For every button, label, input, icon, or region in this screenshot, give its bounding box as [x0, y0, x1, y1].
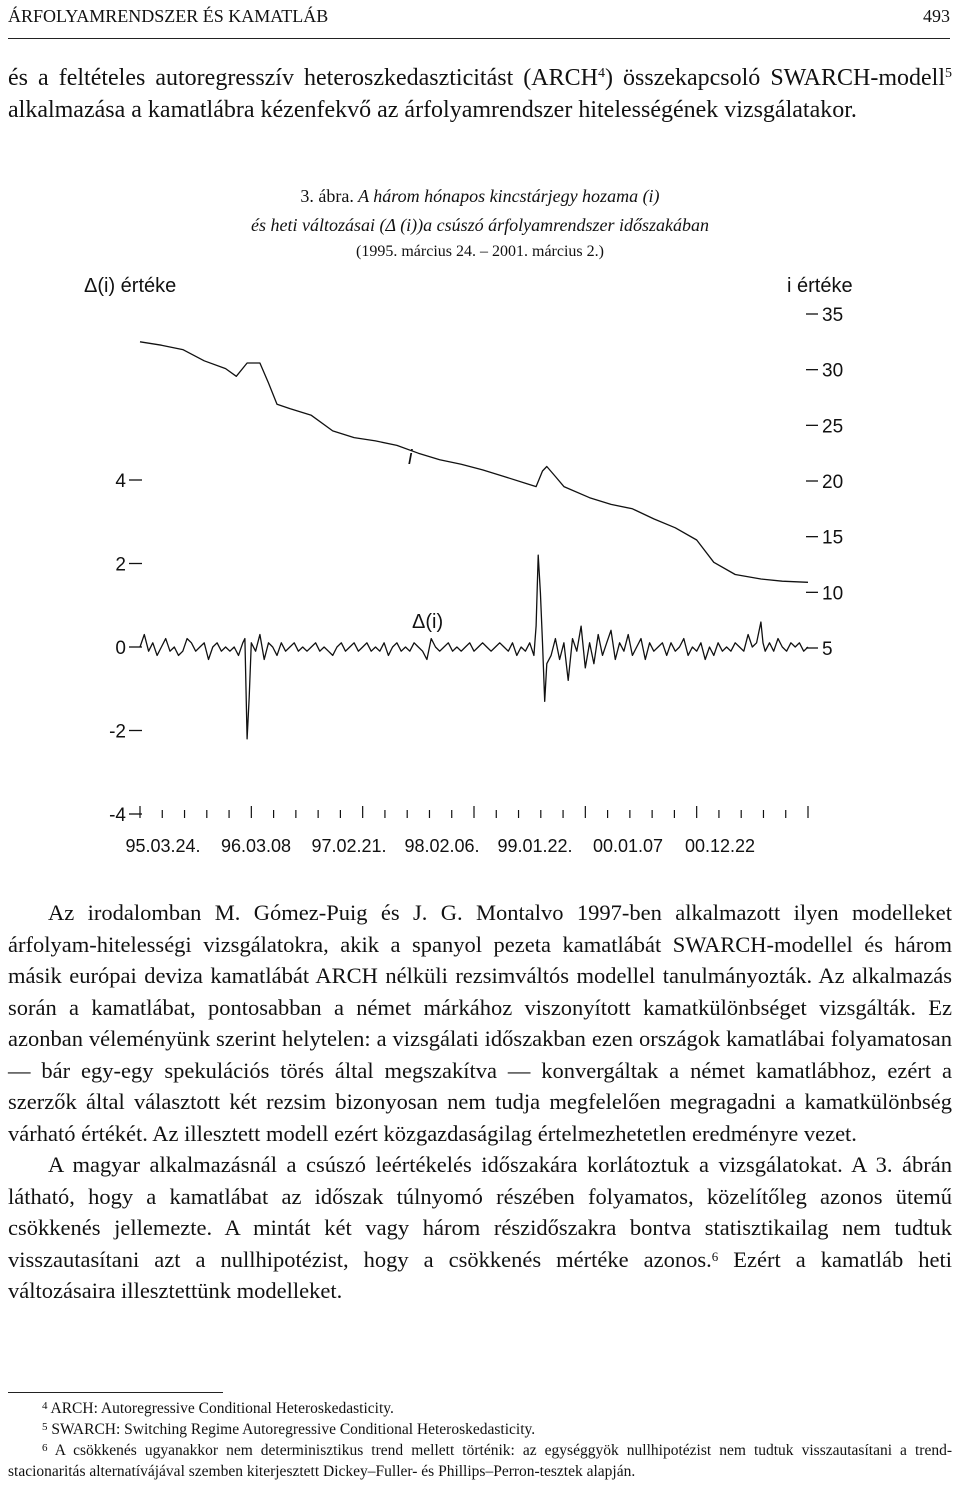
footnote-4 — [8, 1398, 952, 1419]
footnotes — [8, 1398, 952, 1482]
intro-text-2: ) összekapcsoló SWARCH-modell — [604, 65, 945, 91]
intro-text-1: és a feltételes autoregresszív heteroszkedaszticitást (ARCH — [8, 65, 598, 91]
series-line-delta-i — [140, 555, 808, 739]
series-label-delta-i: Δ(i) — [412, 611, 444, 633]
x-tick-label: 00.12.22 — [684, 836, 756, 856]
figure-chart — [0, 266, 960, 866]
footnote-6 — [8, 1440, 952, 1482]
footnote-text-4: ARCH: Autoregressive Conditional Heteroskedasticity. — [47, 1400, 394, 1417]
footnote-num-4: 4 — [42, 1400, 48, 1412]
body-paragraph-1: Az irodalomban M. Gómez-Puig és J. G. Montalvo 1997-ben alkalmazott ilyen modelleket árfolyam-hitelességi vizsgálatokra, akik a spanyol pezeta kamatlábát SWARCH-modellel és három másik európai deviza kamatlábát ARCH nélküli rezsimváltós modellel tanulmányozták. Az alkalmazás során a kamatlábat, pontosabban a német márkához viszonyított kamatkülönbséget vizsgálták. Ez azonban véleményünk szerint helytelen: a vizsgálati időszakban ezen országok kamatlábai folyamatosan — bár egy-egy spekulációs törés által megszakítva — konvergáltak a német kamatlábhoz, ezért a szerzők által választott két rezsim bizonyosan nem tudja megfelelően megragadni a kamatkülönbség várható értékét. Az illesztett modell ezért közgazdaságilag értelmezhetetlen eredményre vezet. — [8, 900, 952, 1146]
left-tick-label: 4 — [115, 471, 126, 492]
left-axis-title: Δ(i) értéke — [84, 275, 177, 297]
figure-caption-line-1 — [60, 186, 900, 207]
left-tick-label: -2 — [109, 721, 126, 743]
figure-label: 3. ábra. — [300, 186, 354, 206]
right-tick-label: 5 — [822, 639, 833, 660]
body-text — [8, 897, 952, 1307]
body-paragraph-2 — [8, 1149, 952, 1307]
body-paragraph-2-text: A magyar alkalmazásnál a csúszó leértékelés időszakára korlátoztuk a vizsgálatokat. A 3. ábrán látható, hogy a kamatlábat az időszak túlnyomó részében folyamatos, közelítőleg azonos ütemű csökkenés jellemezte. A mintát két vagy három részidőszakra bontva statisztikailag nem tudtuk visszautasítani azt a nullhipotézist, hogy a csökkenés mértéke azonos. — [8, 1152, 952, 1272]
x-tick-label: 99.01.22. — [497, 836, 573, 856]
intro-text-3: alkalmazása a kamatlábra kézenfekvő az árfolyamrendszer hitelességének vizsgálatakor. — [8, 97, 857, 123]
series-label-i: i — [408, 447, 413, 469]
footnote-num-6: 6 — [42, 1442, 48, 1454]
right-tick-label: 30 — [822, 360, 844, 382]
footnote-5 — [8, 1419, 952, 1440]
chart-svg — [0, 266, 960, 866]
x-tick-label: 98.02.06. — [404, 836, 480, 856]
left-tick-label: -4 — [109, 805, 126, 826]
right-axis-title: i értéke — [787, 275, 853, 297]
x-tick-label: 00.01.07 — [592, 836, 664, 856]
figure-caption-line-2: és heti változásai (Δ (i))a csúszó árfolyamrendszer időszakában — [250, 215, 710, 235]
figure-caption-line-3: (1995. március 24. – 2001. március 2.) — [356, 243, 604, 260]
right-tick-label: 15 — [822, 527, 844, 549]
footnote-num-5: 5 — [42, 1421, 48, 1433]
series-line-i — [140, 342, 808, 583]
body-paragraph-2-end: Ezért a kamatláb heti változásaira illesztettünk modelleket. — [8, 1246, 952, 1303]
left-tick-label: 2 — [115, 554, 126, 576]
running-head-title: ÁRFOLYAMRENDSZER ÉS KAMATLÁB — [8, 6, 329, 26]
footnote-text-6: A csökkenés ugyanakkor nem determinisztikus trend mellett történik: az egységgyök nullhipotézist nem tudtuk visszautasítani a trend-stacionaritás alternatívájával szemben kiterjesztett Dickey–Fuller- és Phillips–Perron-tesztek alapján. — [8, 1442, 952, 1480]
intro-paragraph — [8, 62, 952, 126]
right-tick-label: 10 — [822, 583, 844, 605]
x-tick-label: 96.03.08 — [220, 836, 292, 856]
right-tick-label: 20 — [822, 472, 844, 493]
left-tick-label: 0 — [115, 638, 126, 659]
footnote-rule — [8, 1392, 223, 1393]
x-tick-label: 95.03.24. — [125, 836, 201, 856]
x-tick-label: 97.02.21. — [311, 836, 387, 856]
footnote-ref-6[interactable]: 6 — [711, 1248, 719, 1264]
right-tick-label: 25 — [822, 416, 844, 438]
running-head — [8, 0, 950, 39]
footnote-ref-4[interactable]: 4 — [597, 66, 605, 81]
footnote-text-5: SWARCH: Switching Regime Autoregressive Conditional Heteroskedasticity. — [47, 1421, 536, 1438]
page-number: 493 — [923, 6, 950, 26]
right-tick-label: 35 — [822, 305, 844, 326]
figure-caption-text-1: A három hónapos kincstárjegy hozama (i) — [353, 186, 660, 206]
footnote-ref-5[interactable]: 5 — [945, 66, 952, 81]
